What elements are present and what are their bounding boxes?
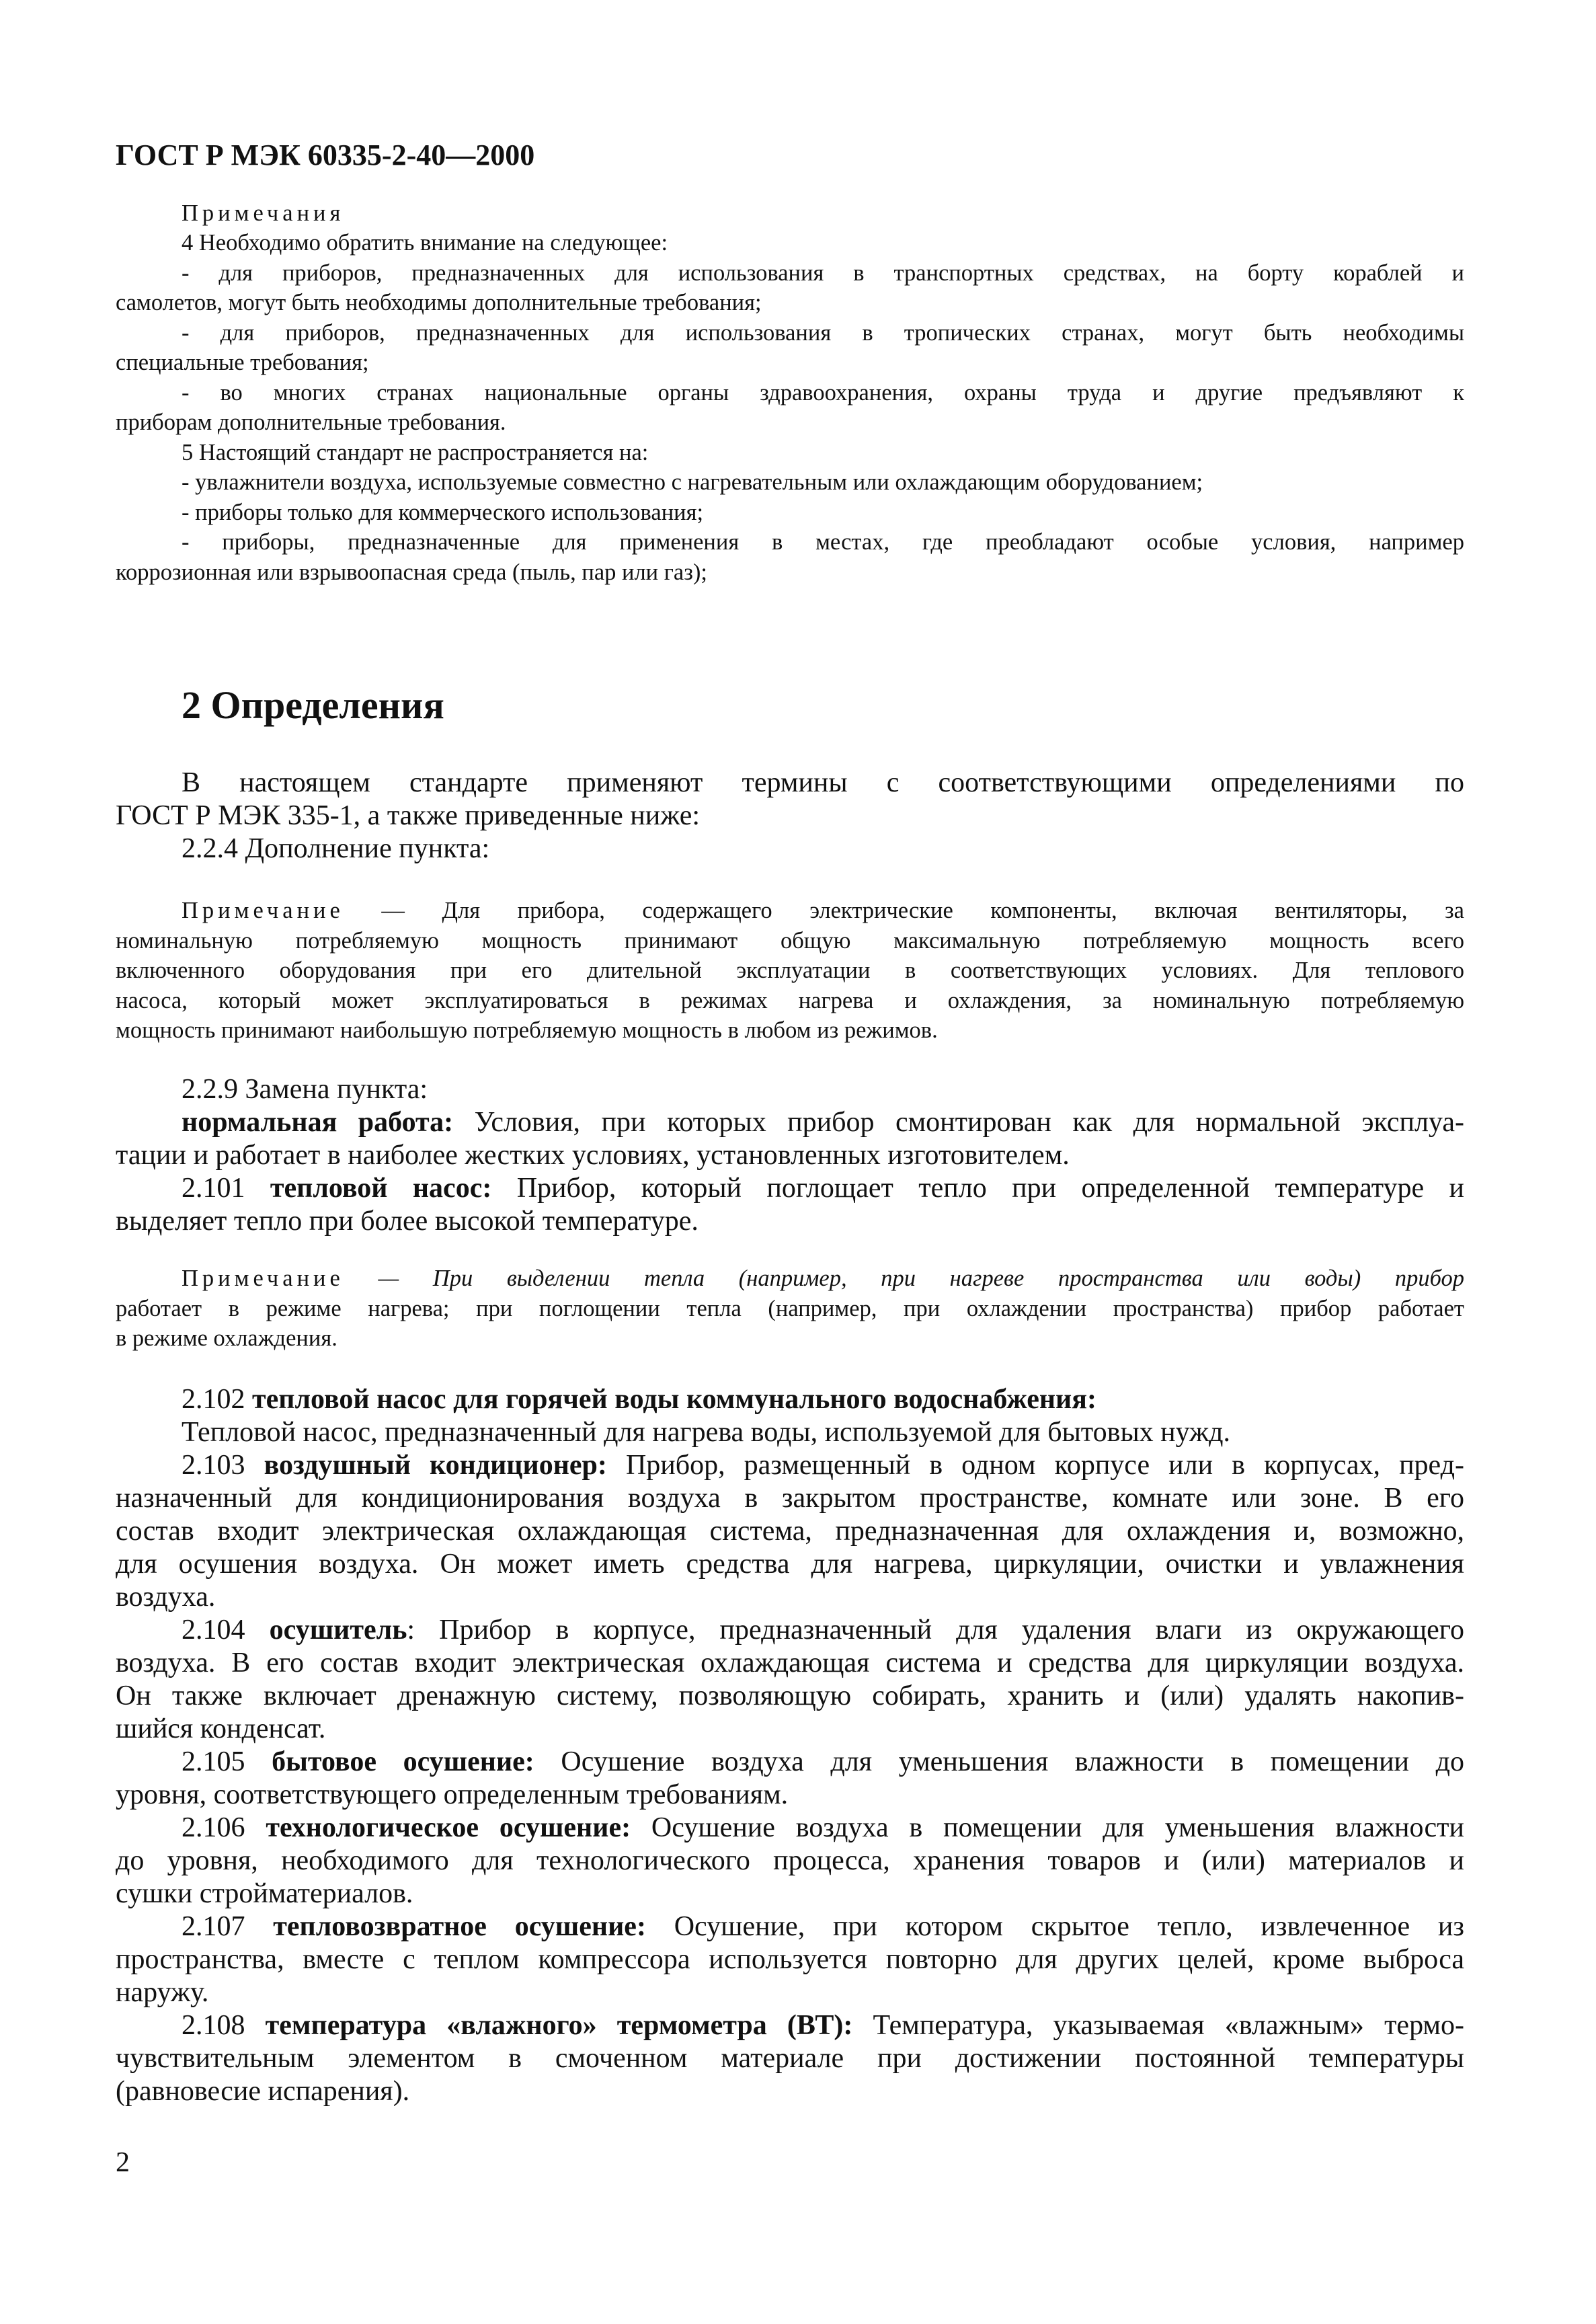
definition-line: для осушения воздуха. Он может иметь средства для нагрева, циркуляции, очистки и увлажнения (116, 1549, 1464, 1580)
definition-2-107: 2.107 тепловозвратное осушение: Осушение, при котором скрытое тепло, извлеченное из (182, 1911, 1464, 1942)
note-line: - для приборов, предназначенных для использования в транспортных средствах, на борту кораблей и (182, 260, 1464, 286)
term: тепловой насос для горячей воды коммунального водоснабжения: (252, 1384, 1096, 1415)
note-line: в режиме охлаждения. (116, 1325, 337, 1351)
definition-2-106: 2.106 технологическое осушение: Осушение воздуха в помещении для уменьшения влажности (182, 1812, 1464, 1843)
clause-2-2-4: 2.2.4 Дополнение пункта: (182, 833, 490, 864)
definition-line: уровня, соответствующего определенным требованиям. (116, 1779, 789, 1810)
definition-line: нормальная работа: Условия, при которых прибор смонтирован как для нормальной эксплуа- (182, 1107, 1464, 1138)
term: тепловозвратное осушение: (273, 1911, 646, 1942)
note-line: 4 Необходимо обратить внимание на следующее: (182, 230, 668, 256)
note-line: - во многих странах национальные органы здравоохранения, охраны труда и другие предъявляют к (182, 380, 1464, 405)
note-line: работает в режиме нагрева; при поглощении тепла (например, при охлаждении пространства) прибор работает (116, 1296, 1464, 1321)
definition-line: Тепловой насос, предназначенный для нагрева воды, используемой для бытовых нужд. (182, 1417, 1230, 1448)
term: технологическое осушение: (266, 1812, 631, 1843)
definition-line: назначенный для кондиционирования воздуха в закрытом пространстве, комнате или зоне. В его (116, 1483, 1464, 1514)
note-line: Примечание — Для прибора, содержащего электрические компоненты, включая вентиляторы, за (182, 898, 1464, 923)
definition-line: чувствительным элементом в смоченном материале при достижении постоянной температуры (116, 2043, 1464, 2074)
definition-2-102: 2.102 тепловой насос для горячей воды коммунального водоснабжения: (182, 1384, 1096, 1415)
definition-2-104: 2.104 осушитель: Прибор в корпусе, предназначенный для удаления влаги из окружающего (182, 1615, 1464, 1645)
note-line: самолетов, могут быть необходимы дополнительные требования; (116, 290, 762, 315)
page-number: 2 (116, 2147, 130, 2178)
definition-line: шийся конденсат. (116, 1713, 326, 1744)
clause-2-2-9: 2.2.9 Замена пункта: (182, 1074, 428, 1105)
note-line: Примечание — При выделении тепла (например, при нагреве пространства или воды) прибор (182, 1266, 1464, 1291)
term: осушитель (269, 1615, 407, 1645)
definition-line: до уровня, необходимого для технологического процесса, хранения товаров и (или) материалов и (116, 1845, 1464, 1876)
note-line: специальные требования; (116, 350, 369, 375)
definition-line: сушки стройматериалов. (116, 1878, 413, 1909)
definition-line: (равновесие испарения). (116, 2076, 410, 2107)
note-label: Примечание (182, 1266, 344, 1291)
intro-line: ГОСТ Р МЭК 335-1, а также приведенные ниже: (116, 800, 701, 831)
note-label: Примечание (182, 898, 344, 923)
term: нормальная работа: (182, 1107, 454, 1138)
note-line: - увлажнители воздуха, используемые совместно с нагревательным или охлаждающим оборудованием; (182, 469, 1203, 495)
note-line: - для приборов, предназначенных для использования в тропических странах, могут быть необходимы (182, 320, 1464, 346)
definition-line: тации и работает в наиболее жестких условиях, установленных изготовителем. (116, 1140, 1070, 1171)
definition-line: наружу. (116, 1977, 209, 2008)
note-line: мощность принимают наибольшую потребляемую мощность в любом из режимов. (116, 1017, 938, 1043)
definition-2-103: 2.103 воздушный кондиционер: Прибор, размещенный в одном корпусе или в корпусах, пред- (182, 1450, 1465, 1481)
note-line: номинальную потребляемую мощность принимают общую максимальную потребляемую мощность всего (116, 928, 1464, 954)
note-line: включенного оборудования при его длительной эксплуатации в соответствующих условиях. Для теплового (116, 958, 1464, 983)
term: воздушный кондиционер: (264, 1450, 607, 1481)
note-line: - приборы только для коммерческого использования; (182, 500, 704, 525)
note-line: 5 Настоящий стандарт не распространяется на: (182, 440, 649, 465)
document-header: ГОСТ Р МЭК 60335-2-40—2000 (116, 139, 535, 171)
definition-2-105: 2.105 бытовое осушение: Осушение воздуха для уменьшения влажности в помещении до (182, 1746, 1464, 1777)
note-line: - приборы, предназначенные для применения в местах, где преобладают особые условия, например (182, 529, 1464, 555)
definition-line: пространства, вместе с теплом компрессора используется повторно для других целей, кроме выброса (116, 1944, 1464, 1975)
definition-2-108: 2.108 температура «влажного» термометра (ВТ): Температура, указываемая «влажным» термо- (182, 2010, 1464, 2041)
notes-title: Примечания (182, 200, 345, 226)
section-title: 2 Определения (182, 683, 444, 727)
note-line: приборам дополнительные требования. (116, 410, 506, 435)
note-line: коррозионная или взрывоопасная среда (пыль, пар или газ); (116, 559, 707, 585)
note-line: насоса, который может эксплуатироваться в режимах нагрева и охлаждения, за номинальную потребляемую (116, 988, 1464, 1013)
intro-line: В настоящем стандарте применяют термины с соответствующими определениями по (182, 767, 1464, 798)
term: тепловой насос: (270, 1173, 492, 1204)
definition-line: состав входит электрическая охлаждающая система, предназначенная для охлаждения и, возможно, (116, 1516, 1464, 1547)
definition-line: воздуха. (116, 1582, 216, 1613)
term: бытовое осушение: (272, 1746, 534, 1777)
definition-line: выделяет тепло при более высокой температуре. (116, 1206, 699, 1237)
definition-2-101: 2.101 тепловой насос: Прибор, который поглощает тепло при определенной температуре и (182, 1173, 1464, 1204)
term: температура «влажного» термометра (ВТ): (265, 2010, 853, 2041)
definition-line: воздуха. В его состав входит электрическая охлаждающая система и средства для циркуляции воздуха. (116, 1648, 1464, 1678)
definition-line: Он также включает дренажную систему, позволяющую собирать, хранить и (или) удалять накопив- (116, 1680, 1464, 1711)
